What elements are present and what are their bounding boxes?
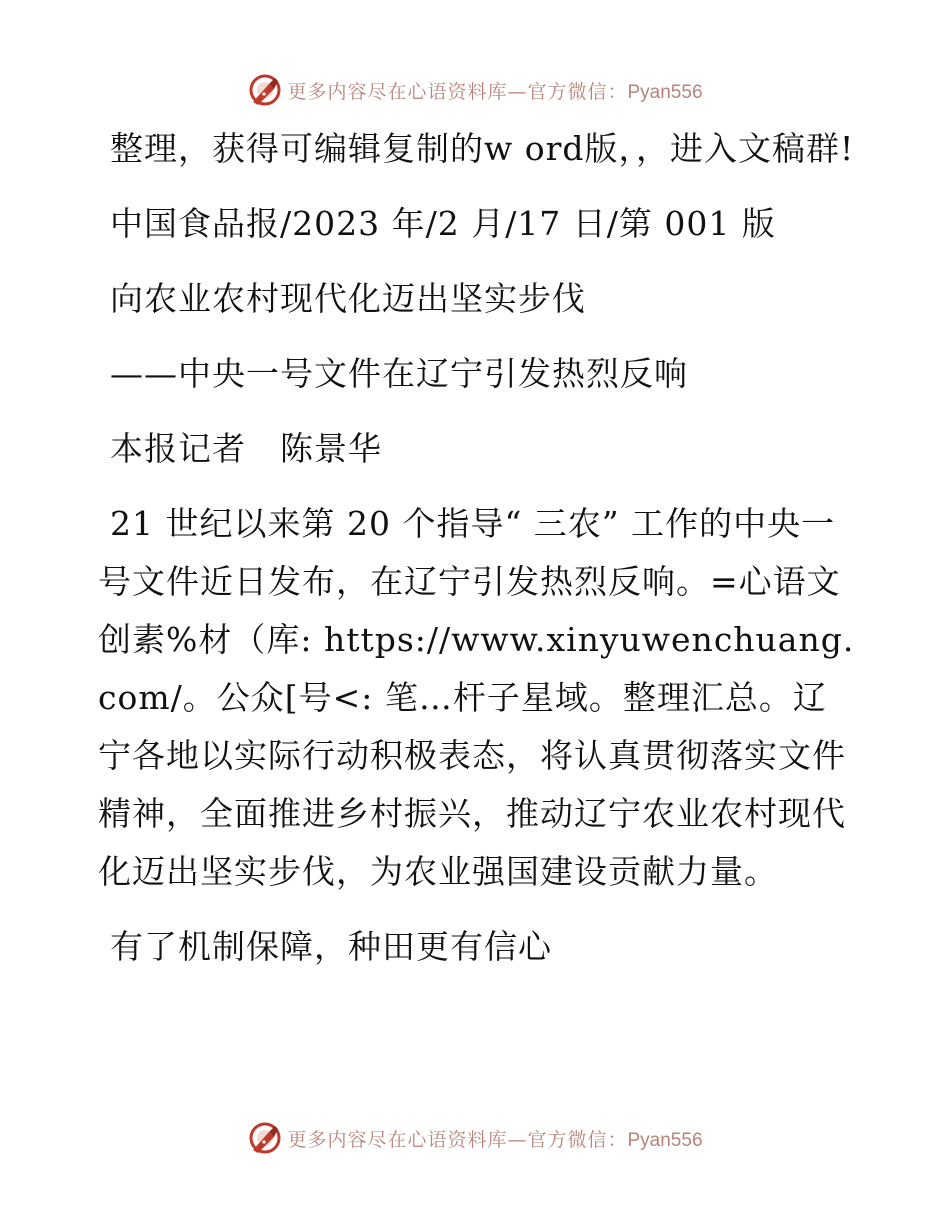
header-banner-text xyxy=(287,77,702,104)
author-line: 本报记者 陈景华 xyxy=(110,429,382,468)
banner-wechat-label: 官方微信： xyxy=(527,1128,628,1151)
footer-banner-text xyxy=(287,1125,702,1152)
document-body xyxy=(98,120,858,976)
banner-wechat-label: 官方微信： xyxy=(527,80,628,103)
pen-nib-logo-icon xyxy=(247,72,283,108)
article-subtitle: ——中央一号文件在辽宁引发热烈反响 xyxy=(110,354,688,393)
body-paragraph: 21 世纪以来第 20 个指导“ 三农” 工作的中央一号文件近日发布，在辽宁引发热烈反响。=心语文创素%材（库: https://www.xinyuwenchuang.com/。公众[号<: 笔…杆子星域。整理汇总。辽宁各地以实际行动积极表态，将认真贯彻落实文件精神，全面推进乡村振兴，推动辽宁农业农村现代化迈出坚实步伐，为农业强国建设贡献力量。 xyxy=(98,504,855,891)
banner-dash: — xyxy=(507,1128,528,1151)
header-banner xyxy=(0,70,950,110)
header-banner-inner xyxy=(247,72,702,108)
banner-wechat-id: Pyan556 xyxy=(627,81,703,103)
banner-site-text: 更多内容尽在心语资料库 xyxy=(287,1128,508,1151)
intro-paragraph: 整理，获得可编辑复制的w ord版，，进入文稿群! xyxy=(110,129,855,168)
article-title: 向农业农村现代化迈出坚实步伐 xyxy=(110,279,586,318)
section-heading: 有了机制保障，种田更有信心 xyxy=(110,927,552,966)
footer-banner xyxy=(0,1118,950,1158)
banner-wechat-id: Pyan556 xyxy=(627,1129,703,1151)
source-line: 中国食品报/2023 年/2 月/17 日/第 001 版 xyxy=(110,204,776,243)
footer-banner-inner xyxy=(247,1120,702,1156)
banner-site-text: 更多内容尽在心语资料库 xyxy=(287,80,508,103)
pen-nib-logo-icon xyxy=(247,1120,283,1156)
banner-dash: — xyxy=(507,80,528,103)
